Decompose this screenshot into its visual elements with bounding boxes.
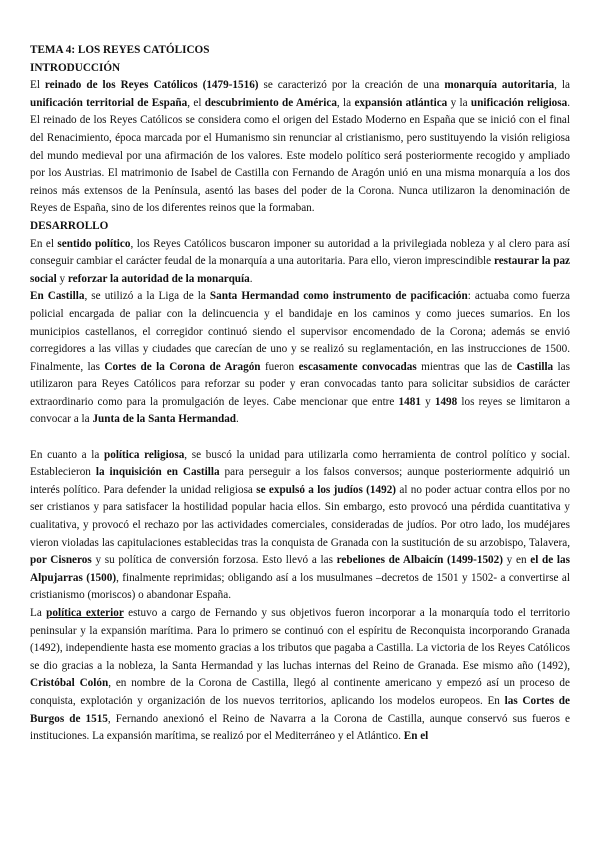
bold-run: escasamente convocadas [298,360,417,373]
text-run: para perseguir a los falsos conversos; aunque posteriormente adquirió un interés político. Para defender la unidad religiosa [30,466,571,496]
bold-run: Cristóbal Colón [30,677,109,690]
bold-run: unificación territorial de España [30,96,188,109]
bold-run: Santa Hermandad como instrumento de pacificación [209,290,468,303]
text-run: , los Reyes Católicos buscaron imponer su autoridad a la privilegiada nobleza y al clero para así conseguir cambiar el carácter feudal de la monarquía a una autoritaria. Para ello, vieron imprescindible [30,237,570,268]
bold-run: En Castilla [30,290,85,303]
bold-run: la inquisición en Castilla [95,466,220,479]
bold-run: 1481 [398,395,421,408]
bold-run: sentido político [57,237,131,250]
bold-run: Castilla [516,360,554,373]
text-run: : actuaba como fuerza policial encargada de paliar con la delincuencia y el bandidaje en los caminos y como jueces sumarios. En los municipios castellanos, el corregidor continuó siendo el supervisor encomendado de la Corona; además se envió corregidores a las villas y ciudades que carecían de uno y se realizó su reglamentación, en las instrucciones de 1500. Finalmente, las [30,290,570,373]
bold-run: por Cisneros [30,554,92,567]
text-run: y [420,395,435,408]
text-run: las utilizaron para Reyes Católicos para reforzar su poder y eran convocadas tanto para solicitar subsidios de carácter extraordinario como para la promulgación de leyes. Cabe mencionar que entre [30,360,570,408]
text-run: estuvo a cargo de Fernando y sus objetivos fueron incorporar a la monarquía todo el territorio peninsular y la expansión marítima. Para lo primero se continuó con el espíritu de Reconquista incorporando Granada (1492), independiente hasta ese momento gracias a los tributos que pagaba a Castilla. La victoria de los Reyes Católicos se dio gracias a la nobleza, la Santa Hermandad y las luchas internas del Reino de Granada. Ese mismo año (1492), [30,607,570,672]
text-run: fueron [260,360,299,373]
text-run: se caracterizó por la creación de una [258,79,445,92]
religious-policy-paragraph [30,447,570,605]
intro-heading: INTRODUCCIÓN [30,61,121,74]
foreign-policy-paragraph [30,605,570,746]
text-run: . El reinado de los Reyes Católicos se considera como el origen del Estado Moderno en España que se inició con el final del Renacimiento, época marcada por el Humanismo sin renunciar al cristianismo, pero sustituyendo la visión religiosa del mundo medieval por una afirmación de los valores. Este modelo político será posteriormente recogido y ampliado por los Austrias. El matrimonio de Isabel de Castilla con Fernando de Aragón unió en una misma monarquía a los dos reinos más extensos de la Península, asentó las bases del poder de la Corona. Nunca utilizaron la denominación de Reyes de España, sino de los diferentes reinos que la formaban. [30,96,571,215]
bold-run: Cortes de la Corona de Aragón [104,360,261,373]
text-run: En cuanto a la [30,448,104,461]
bold-run: política religiosa [104,448,185,461]
text-run: y en [502,554,531,567]
text-run: El [30,79,45,92]
text-run: , el [187,96,205,109]
text-run: La [30,607,47,619]
intro-paragraph [30,77,570,218]
bold-run: unificación religiosa [470,96,568,109]
political-paragraph [30,236,570,289]
bold-run: descubrimiento de América [204,96,337,109]
bold-run: política exterior [46,607,124,619]
bold-run: monarquía autoritaria [444,79,555,92]
text-run: . [236,413,239,426]
text-run: , Fernando anexionó el Reino de Navarra a la Corona de Castilla, aunque conservó sus fueros e instituciones. La expansión marítima, se realizó por el Mediterráneo y el Atlántico. [30,712,570,743]
paragraph-spacer [30,429,570,447]
bold-run: se expulsó a los judíos (1492) [256,483,397,496]
text-run: . [249,272,253,285]
text-run: y la [447,96,471,109]
bold-run: 1498 [434,395,458,408]
text-run: mientras que las de [416,360,517,373]
text-run: y [56,272,68,285]
document-page [30,42,570,746]
bold-run: En el [403,730,429,743]
document-title: TEMA 4: LOS REYES CATÓLICOS [30,44,210,56]
text-run: , se buscó la unidad para utilizarla como herramienta de control político y social. Establecieron [30,448,570,479]
text-run: En el [30,237,58,250]
text-run: al no poder actuar contra ellos por no ser cristianos y para satisfacer la hostilidad popular hacia ellos. Sin embargo, esto provocó una pérdida cuantitativa y cualitativa, y provocó el rechazo por las actividades comerciales, consideradas de judíos. Por otro lado, los mudéjares vieron violadas las capitulaciones establecidas tras la conquista de Granada con la sustitución de su arzobispo, Talavera, [30,483,570,549]
text-run: , la [336,96,355,109]
bold-run: rebeliones de Albaicín (1499-1502) [336,554,503,567]
text-run: , finalmente reprimidas; obligando así a los musulmanes –decretos de 1501 y 1502- a convertirse al cristianismo (moriscos) o abandonar España. [30,571,570,602]
bold-run: reforzar la autoridad de la monarquía [67,272,250,285]
bold-run: expansión atlántica [354,96,448,109]
castilla-paragraph [30,288,570,429]
text-run: , en nombre de la Corona de Castilla, llegó al continente americano y empezó así un proceso de conquista, explotación y organización de los nuevos territorios, aplicando los modelos europeos. En [30,677,570,707]
bold-run: Junta de la Santa Hermandad [92,413,237,426]
text-run: y su política de conversión forzosa. Esto llevó a las [91,554,337,567]
desarrollo-heading: DESARROLLO [30,219,109,232]
bold-run: el de las Alpujarras (1500) [30,554,570,584]
text-run: , la [554,79,570,92]
text-run: los reyes se limitaron a convocar a la [30,395,570,426]
bold-run: reinado de los Reyes Católicos (1479-1516) [44,79,259,92]
bold-run: restaurar la paz social [30,255,571,285]
text-run: , se utilizó a la Liga de la [84,290,210,303]
bold-run: las Cortes de Burgos de 1515 [30,694,570,725]
